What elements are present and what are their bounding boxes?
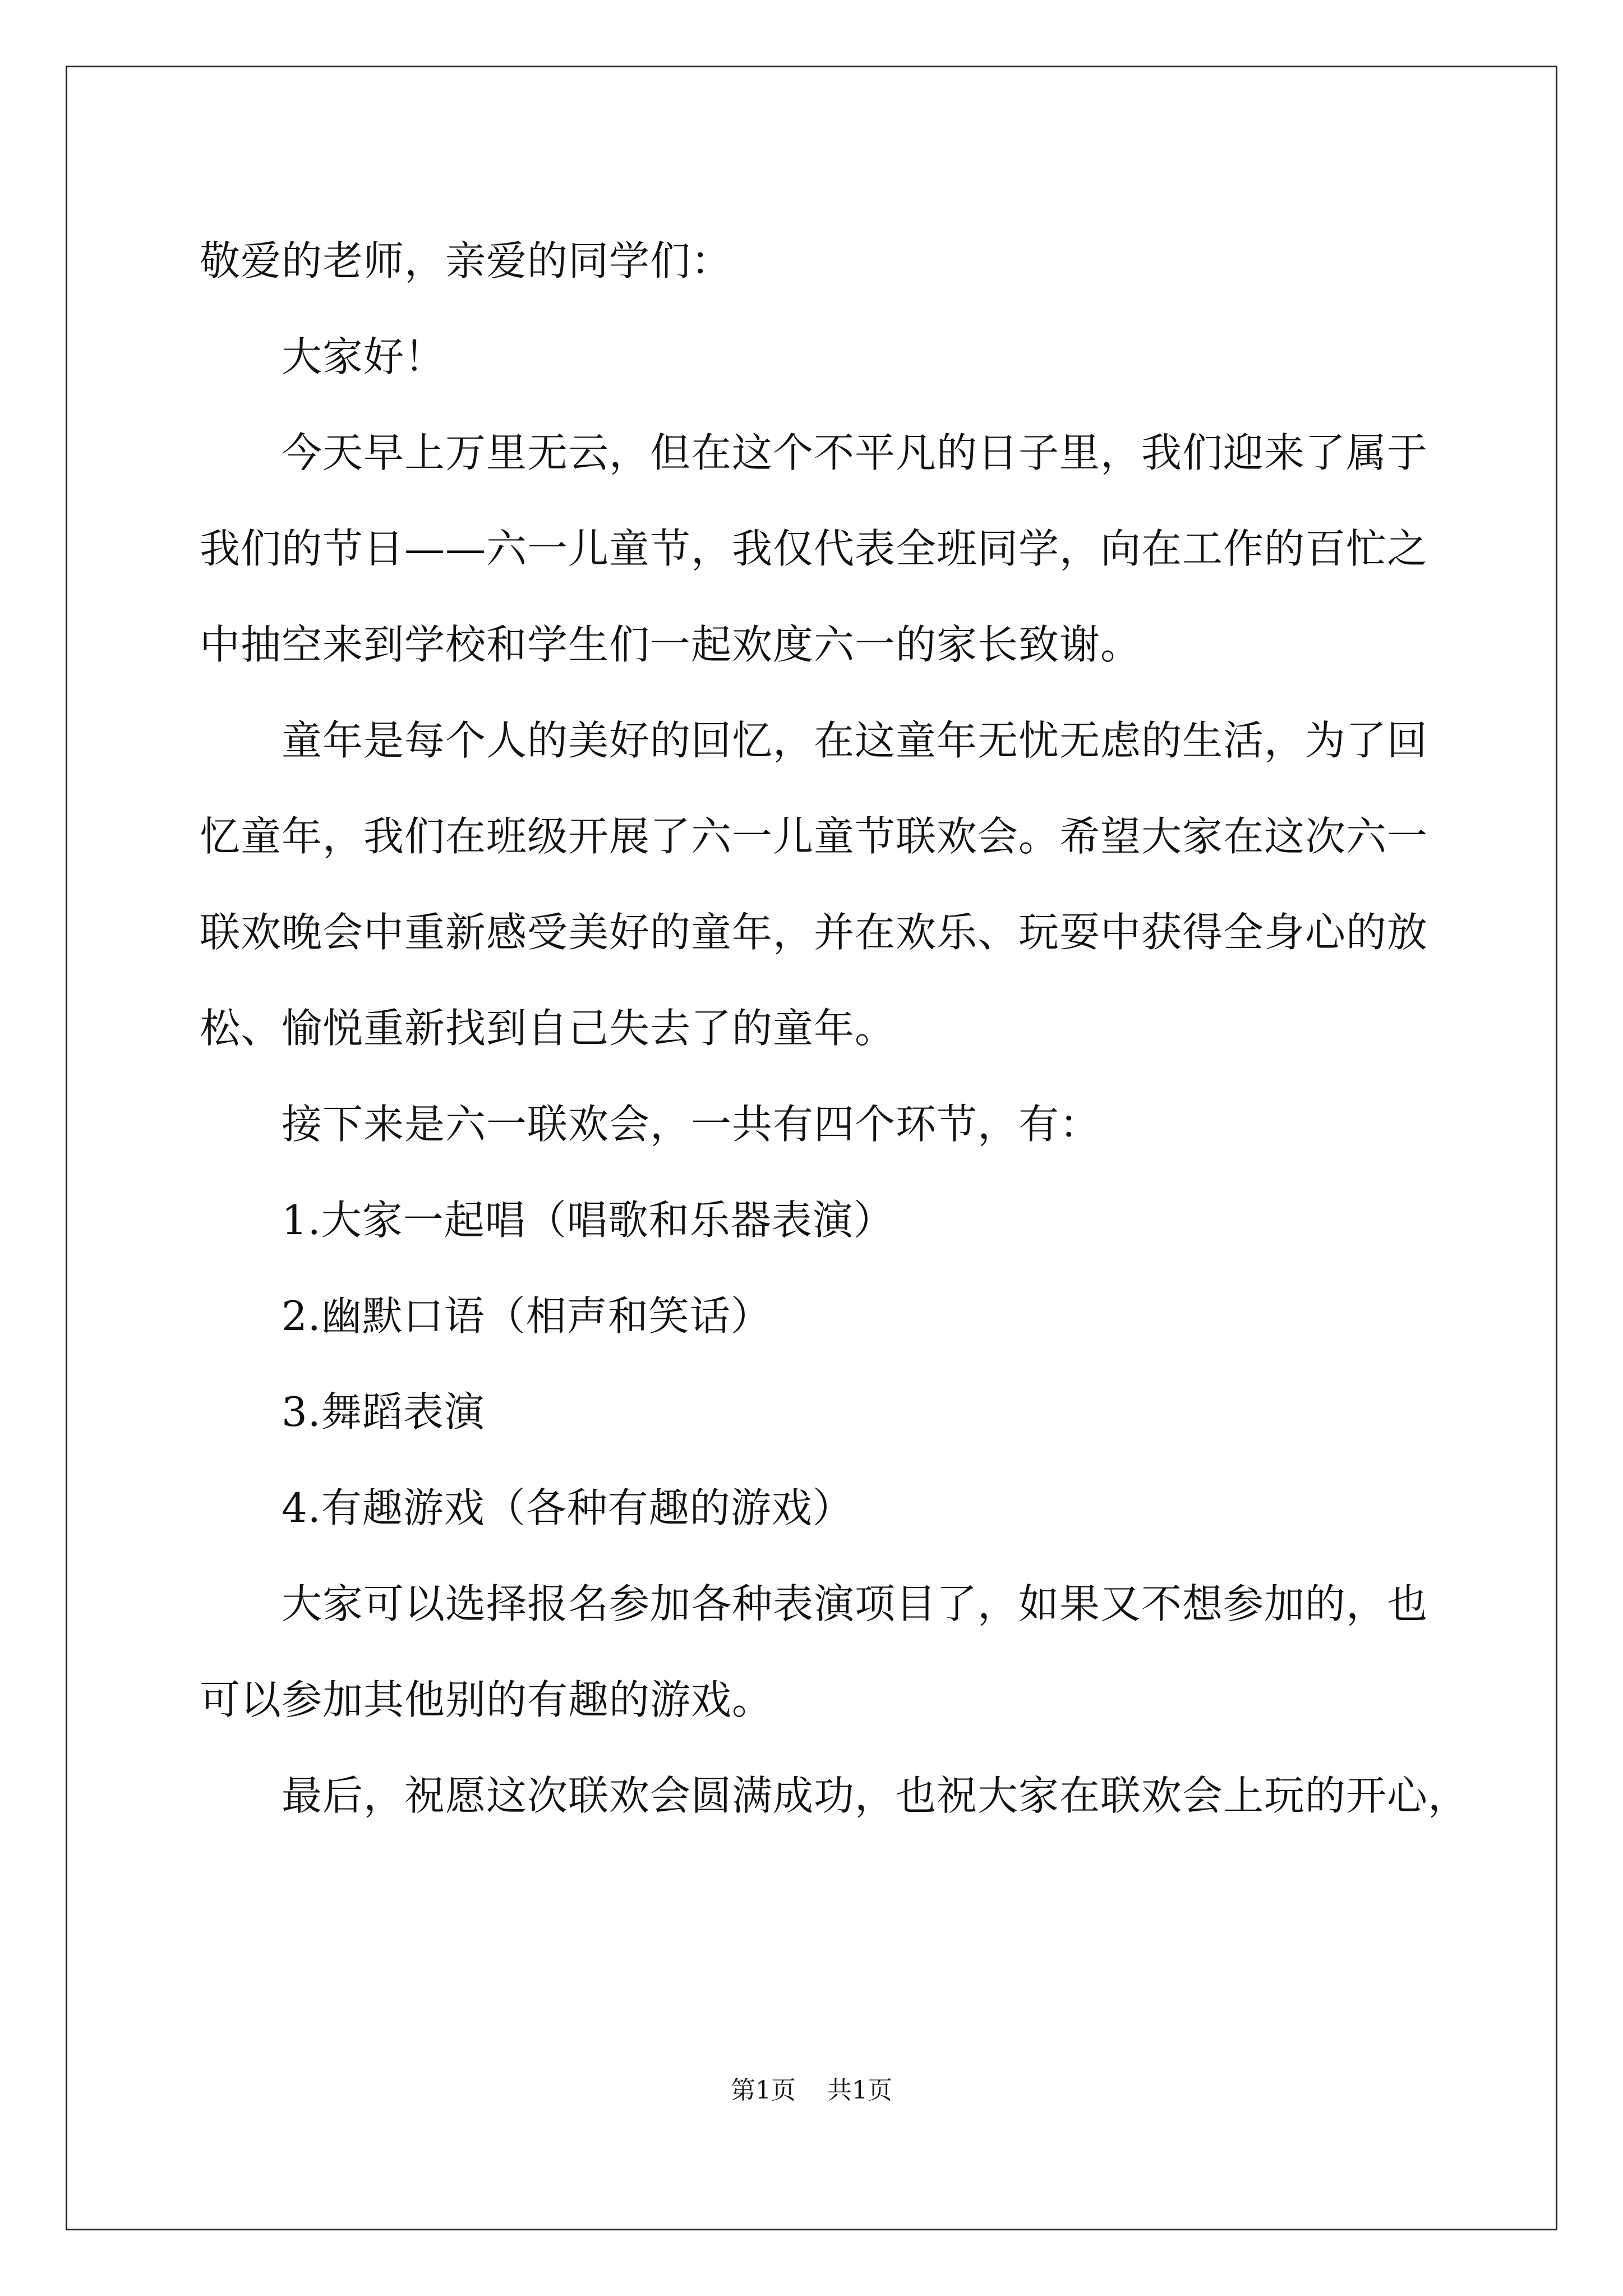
- list-item: 1.大家一起唱（唱歌和乐器表演）: [282, 1197, 895, 1244]
- paragraph-1-line-2: 我们的节日——六一儿童节，我仅代表全班同学，向在工作的百忙之: [200, 525, 1428, 572]
- paragraph-3-line-1: 大家可以选择报名参加各种表演项目了，如果又不想参加的，也: [282, 1580, 1428, 1627]
- list-item: 3.舞蹈表演: [282, 1388, 485, 1435]
- paragraph-1-line-3: 中抽空来到学校和学生们一起欢度六一的家长致谢。: [200, 621, 1142, 668]
- list-item: 2.幽默口语（相声和笑话）: [282, 1292, 772, 1340]
- paragraph-1-line-1: 今天早上万里无云，但在这个不平凡的日子里，我们迎来了属于: [282, 429, 1428, 476]
- paragraph-2-line-2: 忆童年，我们在班级开展了六一儿童节联欢会。希望大家在这次六一: [200, 813, 1428, 860]
- greeting: 大家好！: [282, 333, 446, 380]
- closing-line: 最后，祝愿这次联欢会圆满成功，也祝大家在联欢会上玩的开心，: [282, 1772, 1469, 1819]
- page-footer: [0, 2070, 1623, 2106]
- page-number-current: 第1页: [731, 2076, 796, 2105]
- paragraph-2-line-1: 童年是每个人的美好的回忆，在这童年无忧无虑的生活，为了回: [282, 717, 1428, 764]
- paragraph-3-line-2: 可以参加其他别的有趣的游戏。: [200, 1676, 773, 1723]
- page-number-total: 共1页: [827, 2076, 892, 2105]
- paragraph-2-line-3: 联欢晚会中重新感受美好的童年，并在欢乐、玩耍中获得全身心的放: [200, 909, 1428, 956]
- document-body: [200, 213, 1469, 1844]
- list-item: 4.有趣游戏（各种有趣的游戏）: [282, 1484, 854, 1531]
- salutation: 敬爱的老师，亲爱的同学们：: [200, 237, 732, 284]
- items-intro: 接下来是六一联欢会，一共有四个环节，有：: [282, 1101, 1101, 1148]
- paragraph-2-line-4: 松、愉悦重新找到自己失去了的童年。: [200, 1005, 896, 1052]
